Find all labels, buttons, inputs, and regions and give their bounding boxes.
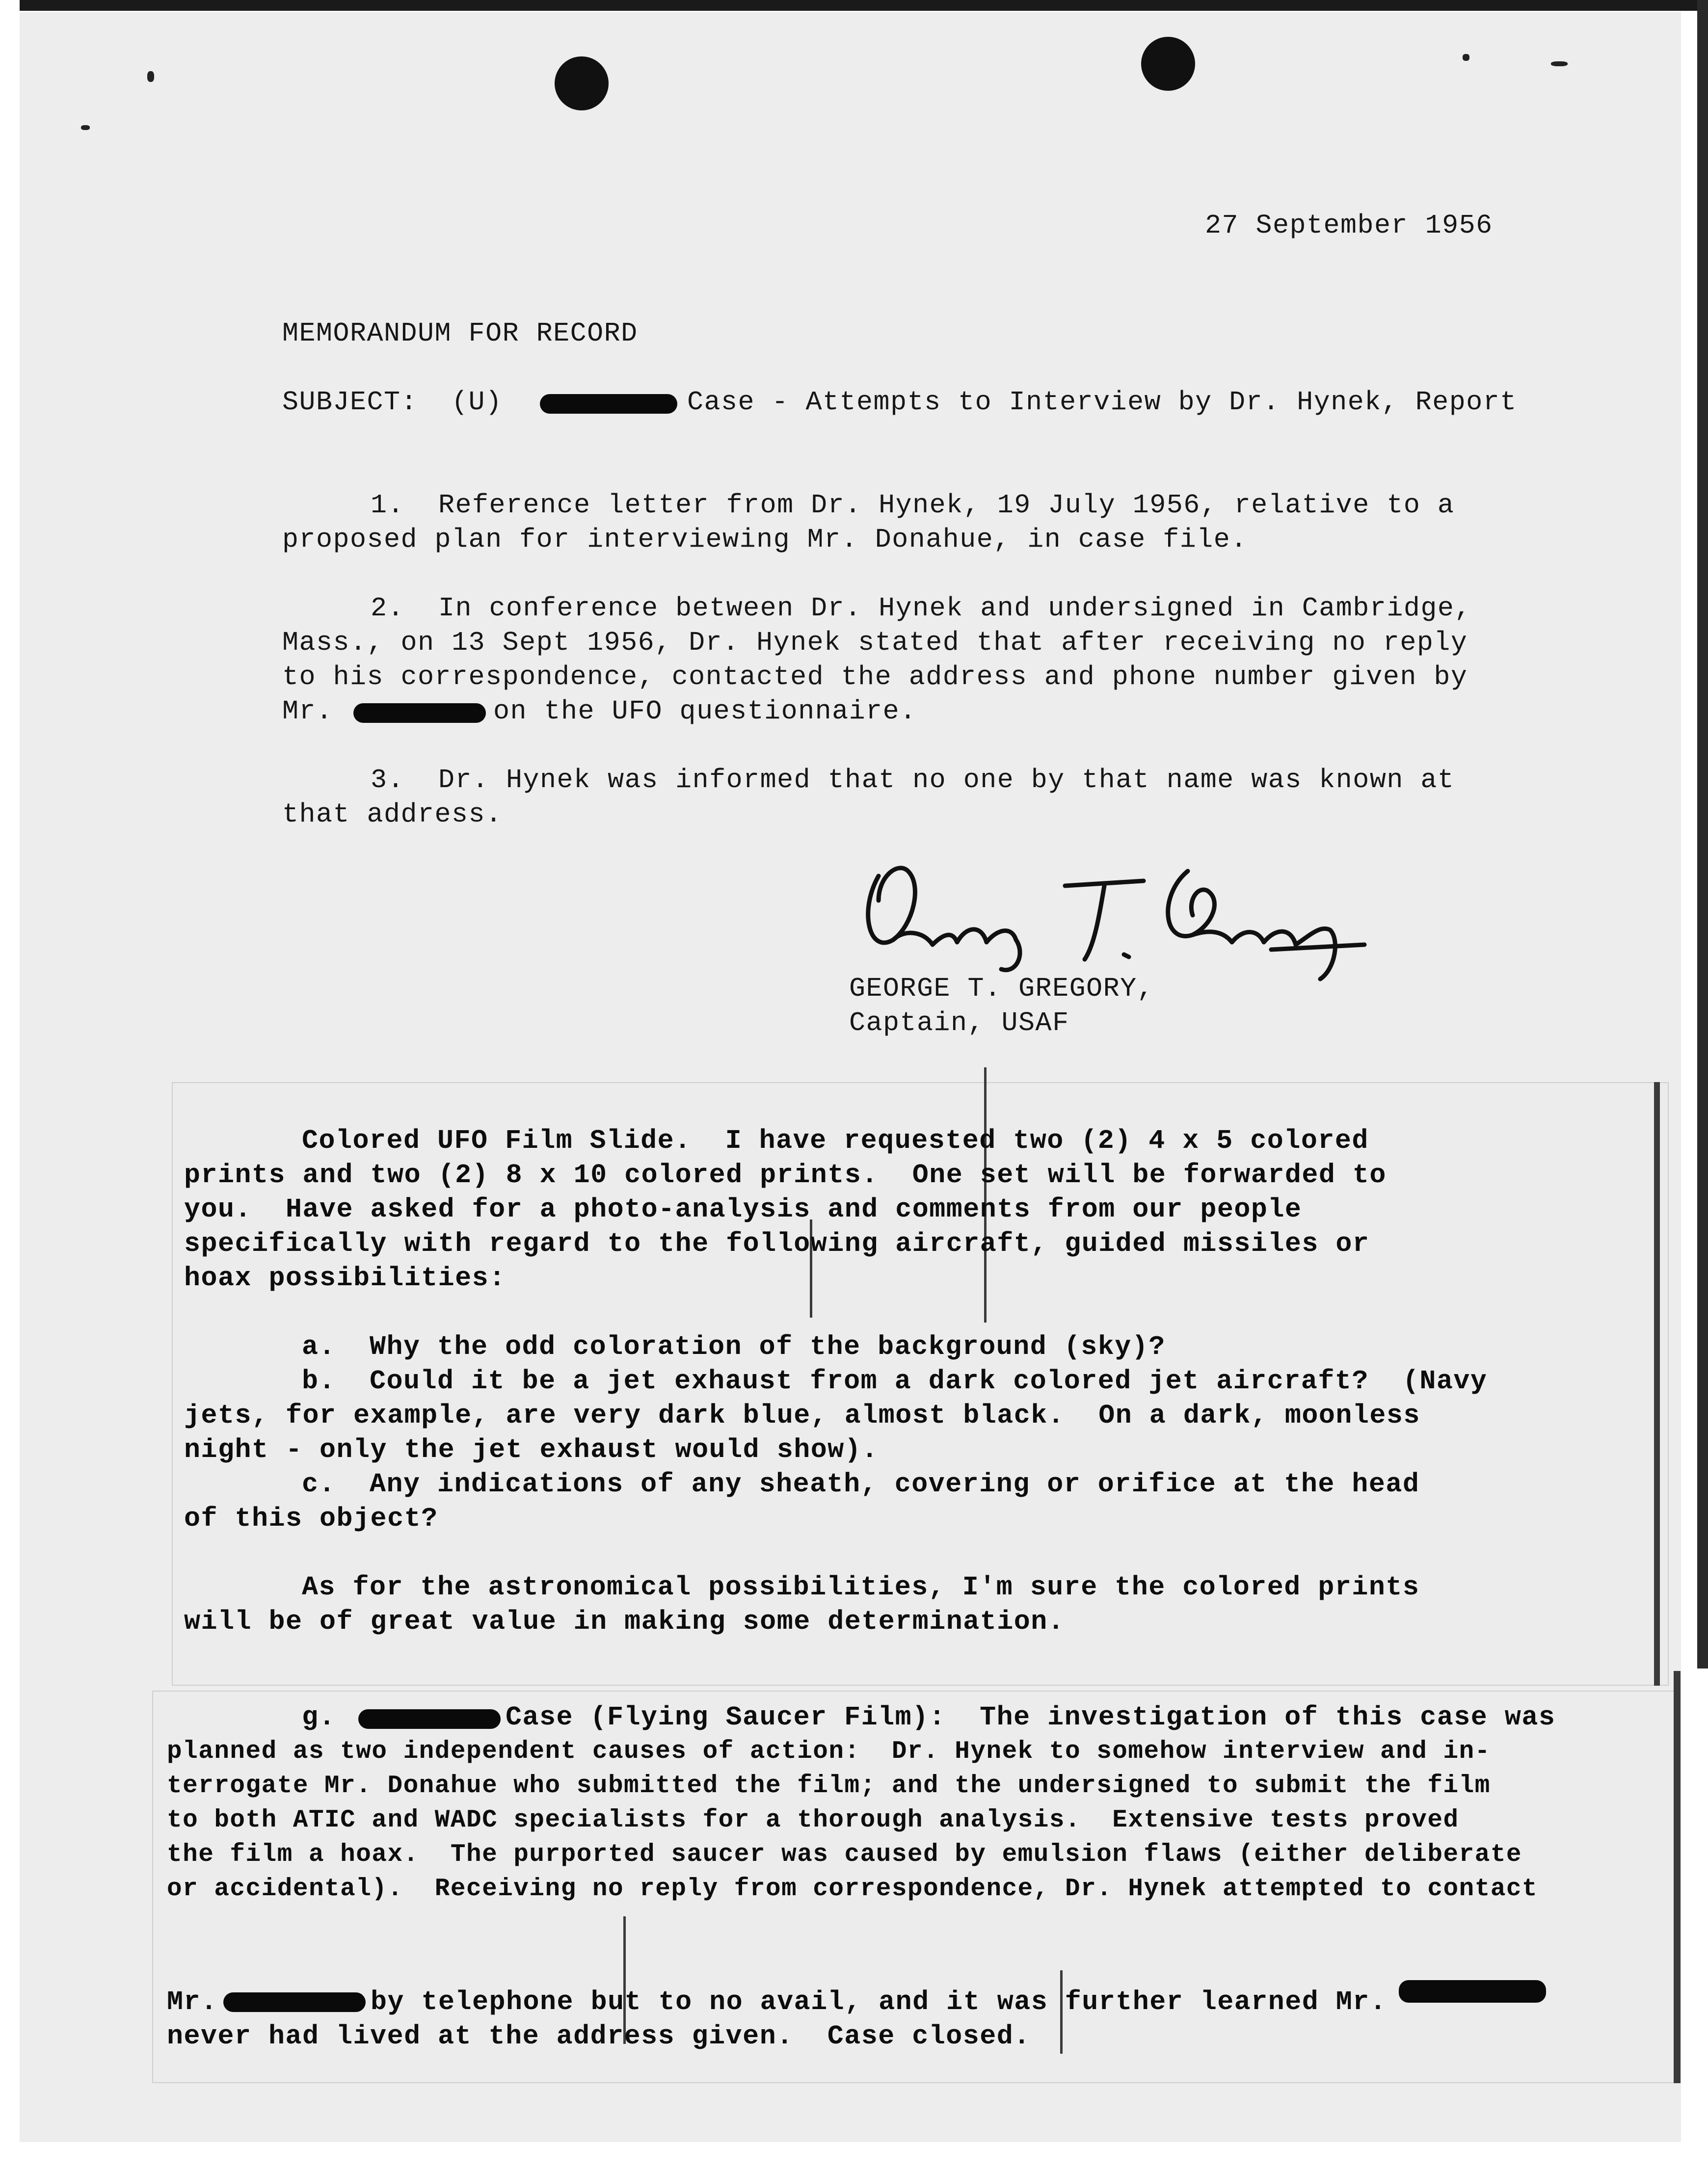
memo-date: 27 September 1956 bbox=[1205, 210, 1493, 241]
scan-right-edge bbox=[1697, 0, 1708, 1669]
paragraph-2-line: 2. In conference between Dr. Hynek and undersigned in Cambridge, bbox=[371, 593, 1471, 624]
scan-speck bbox=[147, 71, 154, 82]
case-g-line: g. bbox=[302, 1702, 336, 1733]
film-slide-item-b: jets, for example, are very dark blue, almost black. On a dark, moonless bbox=[184, 1400, 1420, 1431]
case-g-line: planned as two independent causes of action: Dr. Hynek to somehow interview and in- bbox=[167, 1738, 1491, 1766]
punch-hole-right bbox=[1141, 37, 1195, 91]
case-g-line: never had lived at the address given. Case closed. bbox=[167, 2021, 1031, 2052]
memo-heading: MEMORANDUM FOR RECORD bbox=[282, 318, 638, 349]
film-slide-item-c: of this object? bbox=[184, 1503, 438, 1534]
paragraph-1-line: proposed plan for interviewing Mr. Donahue, in case file. bbox=[282, 524, 1248, 555]
signature-title: Captain, USAF bbox=[849, 1007, 1069, 1038]
redaction-bar bbox=[353, 703, 486, 723]
handwritten-signature bbox=[849, 856, 1369, 984]
paragraph-2-line: Mass., on 13 Sept 1956, Dr. Hynek stated that after receiving no reply bbox=[282, 627, 1468, 658]
subject-label: SUBJECT: bbox=[282, 387, 418, 418]
clipping-edge bbox=[1654, 1082, 1660, 1686]
document-page bbox=[20, 12, 1681, 2142]
case-g-line: by telephone but to no avail, and it was further learned Mr. bbox=[371, 1987, 1387, 2017]
redaction-bar bbox=[540, 394, 677, 414]
film-slide-line: hoax possibilities: bbox=[184, 1263, 506, 1294]
scan-top-edge bbox=[20, 0, 1708, 11]
case-g-line: terrogate Mr. Donahue who submitted the film; and the undersigned to submit the film bbox=[167, 1772, 1491, 1800]
paragraph-1-line: 1. Reference letter from Dr. Hynek, 19 July 1956, relative to a bbox=[371, 490, 1455, 521]
scan-speck bbox=[1551, 61, 1568, 66]
film-slide-item-b: night - only the jet exhaust would show). bbox=[184, 1434, 879, 1465]
case-g-line: the film a hoax. The purported saucer was caused by emulsion flaws (either deliberate bbox=[167, 1841, 1522, 1869]
film-slide-line: you. Have asked for a photo-analysis and comments from our people bbox=[184, 1194, 1302, 1225]
film-slide-line: specifically with regard to the following aircraft, guided missiles or bbox=[184, 1228, 1370, 1259]
redaction-bar bbox=[1399, 1980, 1546, 2003]
case-g-line: to both ATIC and WADC specialists for a thorough analysis. Extensive tests proved bbox=[167, 1806, 1459, 1834]
clipping-edge bbox=[1674, 1671, 1681, 2083]
subject-classification: (U) bbox=[452, 387, 503, 418]
case-g-line: Case (Flying Saucer Film): The investigation of this case was bbox=[506, 1702, 1556, 1733]
paragraph-3-line: that address. bbox=[282, 799, 503, 830]
case-g-line: Mr. bbox=[167, 1987, 218, 2017]
paragraph-2-line: to his correspondence, contacted the address and phone number given by bbox=[282, 662, 1468, 692]
film-slide-item-a: a. Why the odd coloration of the background (sky)? bbox=[302, 1331, 1166, 1362]
film-slide-astro: will be of great value in making some determination. bbox=[184, 1606, 1065, 1637]
punch-hole-left bbox=[555, 56, 609, 110]
redaction-bar bbox=[358, 1709, 501, 1729]
paragraph-3-line: 3. Dr. Hynek was informed that no one by that name was known at bbox=[371, 765, 1455, 795]
signature-name: GEORGE T. GREGORY, bbox=[849, 973, 1154, 1004]
redaction-bar bbox=[223, 1992, 366, 2012]
scan-speck bbox=[81, 125, 90, 130]
film-slide-astro: As for the astronomical possibilities, I'm sure the colored prints bbox=[302, 1572, 1420, 1603]
film-slide-item-c: c. Any indications of any sheath, covering or orifice at the head bbox=[302, 1469, 1420, 1500]
film-slide-line: Colored UFO Film Slide. I have requested two (2) 4 x 5 colored bbox=[302, 1125, 1369, 1156]
paragraph-2-line: on the UFO questionnaire. bbox=[493, 696, 917, 727]
paragraph-2-line: Mr. bbox=[282, 696, 333, 727]
case-g-line: or accidental). Receiving no reply from correspondence, Dr. Hynek attempted to contact bbox=[167, 1875, 1538, 1903]
film-slide-item-b: b. Could it be a jet exhaust from a dark colored jet aircraft? (Navy bbox=[302, 1366, 1488, 1397]
film-slide-line: prints and two (2) 8 x 10 colored prints. One set will be forwarded to bbox=[184, 1160, 1387, 1191]
subject-text: Case - Attempts to Interview by Dr. Hynek, Report bbox=[687, 387, 1517, 418]
scan-speck bbox=[1463, 54, 1469, 61]
